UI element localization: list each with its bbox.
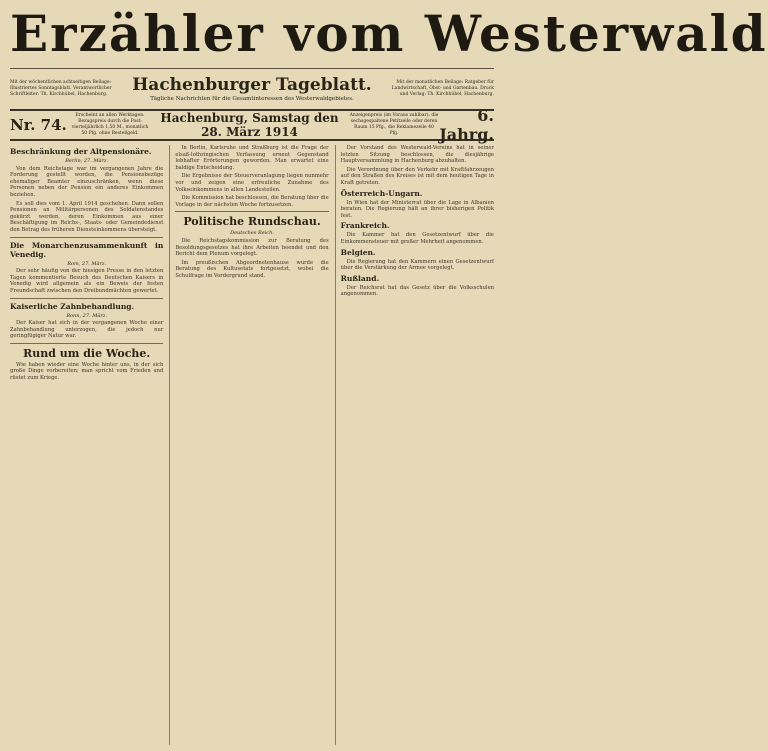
divider — [10, 298, 163, 299]
article-paragraph: Der sehr häufig von der hiesigen Presse in den letzten Tagen kommentierte Besuch des Deutschen Kaisers in Venedig wird allgemein als ein Beweis der festen Freundschaft zwischen den Dreibundmächten gewertet. — [10, 268, 164, 294]
article-heading: Die Monarchenzusammenkunft in Venedig. — [10, 240, 164, 259]
subtitle-row — [10, 68, 494, 107]
right-note: Mit der monatlichen Beilage: Ratgeber für Landwirtschaft, Obst- und Gartenbau. Druck und Verlag: Th. Kirchhübel, Hachenburg. — [391, 80, 494, 97]
subtitle: Hachenburger Tageblatt. — [132, 75, 372, 95]
subscription-note: Erscheint an allen Werktagen. Bezugspreis durch die Post: vierteljährlich 1,50 M., monatlich 50 Pfg. ohne Bestellgeld. — [71, 113, 149, 136]
column-middle — [169, 145, 328, 745]
article-paragraph: In Berlin, Karlsruhe und Straßburg ist die Frage der elsaß-lothringischen Verfassung erneut Gegenstand lebhafter Erörterungen geworden. Man erwartet eine baldige Entscheidung. — [175, 145, 329, 171]
volume-year: 6. Jahrg. — [439, 106, 494, 144]
column-left — [10, 145, 163, 745]
article-paragraph: Der Vorstand des Westerwald-Vereins hat in seiner letzten Sitzung beschlossen, die diesjährige Hauptversammlung in Hachenburg abzuhalten. — [340, 145, 494, 165]
article-heading: Österreich-Ungarn. — [340, 188, 423, 198]
article-paragraph: Die Verordnung über den Verkehr mit Kraftfahrzeugen auf den Straßen des Kreises ist mit dem heutigen Tage in Kraft getreten. — [340, 166, 494, 186]
divider — [10, 343, 163, 344]
article-columns — [10, 145, 494, 745]
subtitle-block — [120, 75, 384, 103]
article-paragraph: Es soll dies vom 1. April 1914 geschehen. Dann sollen Pensionen an Militärpersonen des Soldatenstandes gekürzt werden, deren Einkommen aus einer Beschäftigung im Reichs-, Staats- oder Gemeindedienst den Betrag des früheren Diensteinkommens übersteigt. — [10, 200, 164, 233]
article-heading: Kaiserliche Zahnbehandlung. — [10, 301, 135, 311]
article-heading: Frankreich. — [340, 221, 390, 231]
article-paragraph: Die Kammer hat den Gesetzentwurf über die Einkommensteuer mit großer Mehrheit angenommen. — [340, 232, 494, 245]
dateline: Berlin, 27. März. — [65, 158, 109, 164]
article-paragraph: Von dem Reichstage war im vergangenen Jahre die Forderung gestellt worden, die Pensionsbezüge ehemaliger Beamter einzuschränken, wenn diese Personen neben der Pension ein anderes Einkommen beziehen. — [10, 165, 164, 198]
article-heading: Beschränkung der Altpensionäre. — [10, 147, 152, 156]
divider — [10, 237, 163, 238]
article-heading: Rund um die Woche. — [23, 346, 151, 360]
date-row — [10, 106, 494, 144]
article-paragraph: Der Kaiser hat sich in der vergangenen Woche einer Zahnbehandlung unterzogen, die jedoch nur geringfügiger Natur war. — [10, 320, 164, 340]
section-heading: Politische Rundschau. — [183, 215, 321, 229]
subtitle-tagline: Tägliche Nachrichten für die Gesamtinteressen des Westerwaldgebietes. — [150, 96, 354, 102]
article-paragraph: Im preußischen Abgeordnetenhause wurde die Beratung des Kultusetats fortgesetzt, wobei die Schulfrage im Vordergrund stand. — [175, 259, 329, 279]
masthead-title: Erzähler vom Westerwald — [10, 4, 768, 63]
article-paragraph: Wie haben wieder eine Woche hinter uns, in der sich große Dinge vorbereiten; man spricht vom Frieden und rüstet zum Kriege. — [10, 361, 164, 382]
article-heading: Belgien. — [340, 247, 376, 257]
dateline: Rom, 27. März. — [67, 260, 107, 267]
issue-date: Hachenburg, Samstag den 28. März 1914 — [160, 111, 339, 139]
article-heading: Rußland. — [340, 273, 380, 283]
article-paragraph: Der Reichsrat hat das Gesetz über die Volksschulen angenommen. — [340, 284, 494, 298]
issue-number: Nr. 74. — [10, 116, 67, 134]
divider — [175, 211, 328, 212]
section-subheading: Deutsches Reich. — [230, 230, 274, 237]
article-paragraph: Die Regierung hat den Kammern einen Gesetzentwurf über die Verstärkung der Armee vorgelegt. — [340, 258, 494, 272]
column-right — [335, 145, 494, 745]
price-note: Anzeigenpreis (im Voraus zahlbar): die sechsgespaltene Petitzeile oder deren Raum 15 Pfg., die Reklamezeile 40 Pfg. — [349, 113, 439, 136]
article-paragraph: Die Reichstagskommission zur Beratung des Besoldungsgesetzes hat ihre Arbeiten beendet und den Bericht dem Plenum vorgelegt. — [175, 237, 329, 258]
left-note: Mit der wöchentlichen achtseitigen Beilage: Illustriertes Sonntagsblatt. Verantwortlicher Schriftleiter: Th. Kirchhübel, Hachenburg. — [10, 80, 112, 97]
dateline: Bonn, 27. März. — [66, 312, 107, 319]
article-paragraph: Die Ergebnisse der Steuerveranlagung liegen nunmehr vor und zeigen eine erfreuliche Zunahme des Volkseinkommens in allen Landesteilen. — [175, 173, 329, 193]
article-paragraph: Die Kommission hat beschlossen, die Beratung über die Vorlage in der nächsten Woche fortzusetzen. — [175, 195, 329, 208]
article-paragraph: In Wien hat der Ministerrat über die Lage in Albanien beraten. Die Regierung hält an ihrer bisherigen Politik fest. — [340, 199, 494, 219]
